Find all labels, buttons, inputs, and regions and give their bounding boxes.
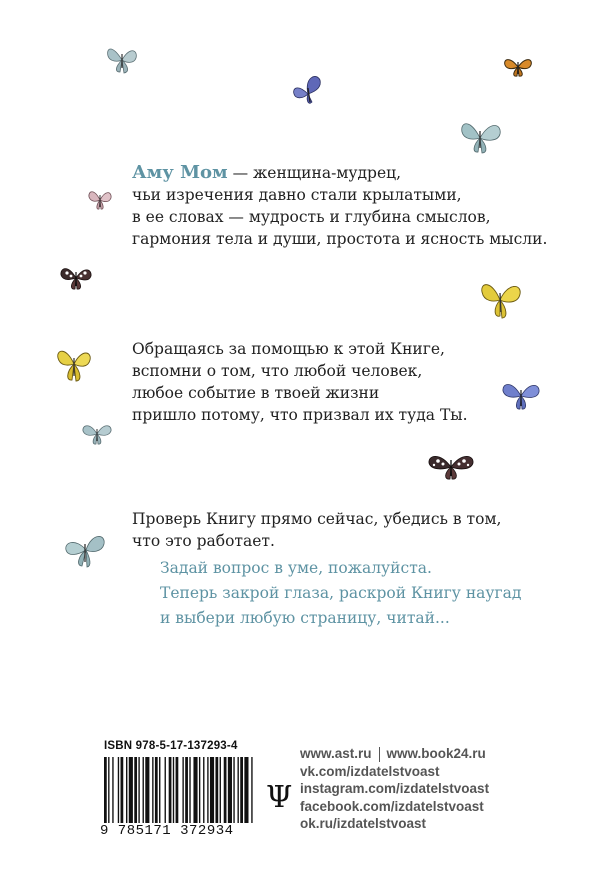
- barcode-bar: [220, 757, 221, 823]
- link-instagram[interactable]: instagram.com/izdatelstvoast: [300, 781, 490, 796]
- instruction-line-2: что это работает.: [132, 532, 275, 550]
- barcode-bar: [129, 757, 133, 823]
- instruction-highlight-line-1: Задай вопрос в уме, пожалуйста.: [160, 559, 432, 577]
- barcode-bar: [155, 757, 158, 823]
- barcode-bar: [143, 757, 144, 823]
- advice-line-1: Обращаясь за помощью к этой Книге,: [132, 340, 445, 358]
- advice-line-4: пришло потому, что призвал их туда Ты.: [132, 406, 468, 424]
- barcode-bar: [118, 757, 119, 823]
- intro-line-4: гармония тела и души, простота и ясность мысли.: [132, 230, 548, 248]
- barcode-bar: [182, 757, 183, 823]
- barcode-bar: [152, 757, 153, 823]
- butterfly-icon: [502, 56, 534, 78]
- butterfly-icon: [62, 530, 108, 570]
- barcode-bar: [233, 757, 234, 823]
- barcode-bar: [189, 757, 190, 823]
- advice-paragraph: [132, 338, 468, 426]
- barcode-bar: [203, 757, 204, 823]
- advice-line-3: любое событие в твоей жизни: [132, 384, 380, 402]
- butterfly-icon: [500, 380, 542, 412]
- instruction-highlight-line-3: и выбери любую страницу, читай...: [160, 609, 450, 627]
- barcode-bar: [165, 757, 166, 823]
- barcode-bar: [251, 757, 252, 823]
- barcode-bar: [108, 757, 109, 823]
- barcode-bar: [228, 757, 232, 823]
- instruction-highlight: [160, 556, 521, 631]
- advice-line-2: вспомни о том, что любой человек,: [132, 362, 423, 380]
- instruction-paragraph: [132, 508, 501, 552]
- butterfly-icon: [80, 422, 114, 446]
- barcode-bar: [237, 757, 238, 823]
- isbn-label: ISBN 978-5-17-137293-4: [104, 740, 238, 752]
- butterfly-icon: [290, 74, 326, 108]
- instruction-highlight-line-2: Теперь закрой глаза, раскрой Книгу наугад: [160, 584, 522, 602]
- butterfly-icon: [54, 346, 94, 384]
- butterfly-icon: [458, 118, 504, 156]
- divider: [379, 747, 380, 762]
- barcode-bar: [112, 757, 113, 823]
- butterfly-icon: [426, 452, 476, 482]
- barcode-bar: [240, 757, 243, 823]
- publisher-logo: Ψ: [266, 780, 293, 815]
- barcode-bar: [224, 757, 227, 823]
- barcode-bar: [210, 757, 214, 823]
- barcode-bar: [207, 757, 208, 823]
- barcode-bar: [244, 757, 248, 823]
- barcode-bar: [176, 757, 179, 823]
- link-ast[interactable]: www.ast.ru: [300, 746, 372, 761]
- intro-paragraph: [132, 162, 547, 250]
- barcode-bar: [159, 757, 160, 823]
- barcode-bar: [145, 757, 149, 823]
- websites-row: [300, 745, 489, 763]
- barcode-bar: [134, 757, 137, 823]
- intro-line-1-text: — женщина-мудрец,: [227, 164, 402, 182]
- author-name: Аму Мом: [132, 162, 228, 183]
- barcode: [104, 757, 254, 823]
- instruction-line-1: Проверь Книгу прямо сейчас, убедись в том,: [132, 510, 502, 528]
- barcode-bar: [185, 757, 188, 823]
- barcode-bar: [199, 757, 200, 823]
- barcode-bar: [121, 757, 124, 823]
- isbn-digits: 9 785171 372934: [100, 823, 234, 839]
- butterfly-icon: [58, 264, 94, 292]
- butterfly-icon: [86, 186, 114, 212]
- intro-line-2: чьи изречения давно стали крылатыми,: [132, 186, 462, 204]
- barcode-bar: [193, 757, 197, 823]
- intro-line-3: в ее словах — мудрость и глубина смыслов,: [132, 208, 491, 226]
- barcode-bar: [138, 757, 139, 823]
- link-ok[interactable]: ok.ru/izdatelstvoast: [300, 816, 427, 831]
- barcode-bar: [169, 757, 172, 823]
- barcode-bar: [173, 757, 174, 823]
- link-facebook[interactable]: facebook.com/izdatelstvoast: [300, 798, 484, 814]
- butterfly-icon: [104, 42, 140, 76]
- barcode-bar: [104, 757, 107, 823]
- intro-line-1: [132, 162, 547, 184]
- butterfly-icon: [478, 278, 524, 322]
- publisher-links: [300, 745, 489, 833]
- link-vk[interactable]: vk.com/izdatelstvoast: [300, 763, 440, 779]
- barcode-bar: [126, 757, 127, 823]
- link-book24[interactable]: www.book24.ru: [386, 746, 486, 761]
- barcode-bar: [215, 757, 218, 823]
